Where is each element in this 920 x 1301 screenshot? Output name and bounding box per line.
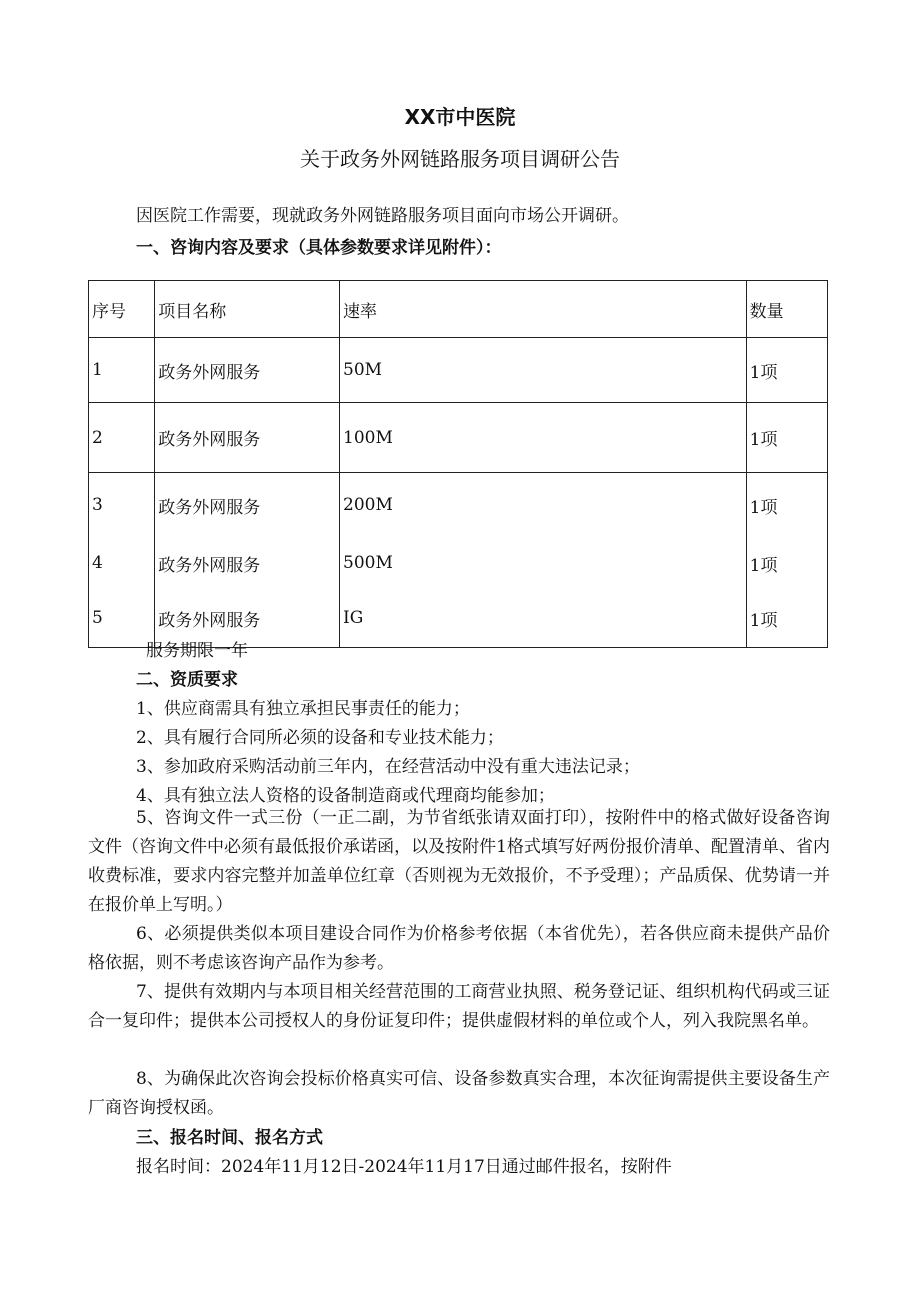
cell-name: 政务外网服务: [155, 537, 340, 589]
header-qty: 数量: [746, 281, 827, 338]
table-row: [89, 403, 828, 473]
requirement-1: 1、供应商需具有独立承担民事责任的能力；: [136, 699, 470, 719]
cell-index: 3: [89, 473, 155, 538]
service-table: [88, 280, 828, 648]
cell-qty: 1项: [746, 473, 827, 538]
cell-rate: IG: [340, 589, 747, 648]
requirement-7: 7、提供有效期内与本项目相关经营范围的工商营业执照、税务登记证、组织机构代码或三证合一复印件；提供本公司授权人的身份证复印件；提供虚假材料的单位或个人，列入我院黑名单。: [88, 982, 830, 1031]
table-row: [89, 537, 828, 589]
cell-rate: 200M: [340, 473, 747, 538]
requirement-4: 4、具有独立法人资格的设备制造商或代理商均能参加；: [136, 786, 555, 806]
cell-qty: 1项: [746, 537, 827, 589]
cell-rate: 100M: [340, 403, 747, 473]
requirement-2: 2、具有履行合同所必须的设备和专业技术能力；: [136, 728, 504, 748]
service-period: 服务期限一年: [146, 641, 248, 661]
header-index: 序号: [89, 281, 155, 338]
requirement-3: 3、参加政府采购活动前三年内，在经营活动中没有重大违法记录；: [136, 757, 640, 777]
intro-text: 因医院工作需要，现就政务外网链路服务项目面向市场公开调研。: [136, 206, 629, 226]
cell-qty: 1项: [746, 338, 827, 403]
cell-name: 政务外网服务: [155, 403, 340, 473]
cell-name: 政务外网服务: [155, 473, 340, 538]
section2-heading: 二、资质要求: [136, 670, 238, 690]
cell-name: 政务外网服务: [155, 589, 340, 648]
header-rate: 速率: [340, 281, 747, 338]
table-header-row: [89, 281, 828, 338]
registration-text: 报名时间：2024年11月12日-2024年11月17日通过邮件报名，按附件: [136, 1157, 672, 1177]
notice-title: 关于政务外网链路服务项目调研公告: [300, 147, 620, 171]
table-row: [89, 338, 828, 403]
cell-qty: 1项: [746, 589, 827, 648]
cell-index: 2: [89, 403, 155, 473]
cell-rate: 50M: [340, 338, 747, 403]
hospital-name: XX市中医院: [404, 105, 516, 129]
cell-index: 1: [89, 338, 155, 403]
requirement-8: 8、为确保此次咨询会投标价格真实可信、设备参数真实合理，本次征询需提供主要设备生产厂商咨询授权函。: [88, 1069, 830, 1118]
section3-heading: 三、报名时间、报名方式: [136, 1128, 323, 1148]
cell-index: 4: [89, 537, 155, 589]
section1-heading: 一、咨询内容及要求（具体参数要求详见附件）：: [136, 238, 502, 258]
requirement-5: 5、咨询文件一式三份（一正二副，为节省纸张请双面打印），按附件中的格式做好设备咨询文件（咨询文件中必须有最低报价承诺函，以及按附件1格式填写好两份报价清单、配置清单、省内收费标准，要求内容完整并加盖单位红章（否则视为无效报价，不予受理）；产品质保、优势请一并在报价单上写明。）: [88, 808, 830, 915]
cell-name: 政务外网服务: [155, 338, 340, 403]
header-name: 项目名称: [155, 281, 340, 338]
cell-index: 5: [89, 589, 155, 648]
requirement-6: 6、必须提供类似本项目建设合同作为价格参考依据（本省优先），若各供应商未提供产品价格依据，则不考虑该咨询产品作为参考。: [88, 924, 830, 973]
cell-qty: 1项: [746, 403, 827, 473]
table-row: [89, 473, 828, 538]
cell-rate: 500M: [340, 537, 747, 589]
